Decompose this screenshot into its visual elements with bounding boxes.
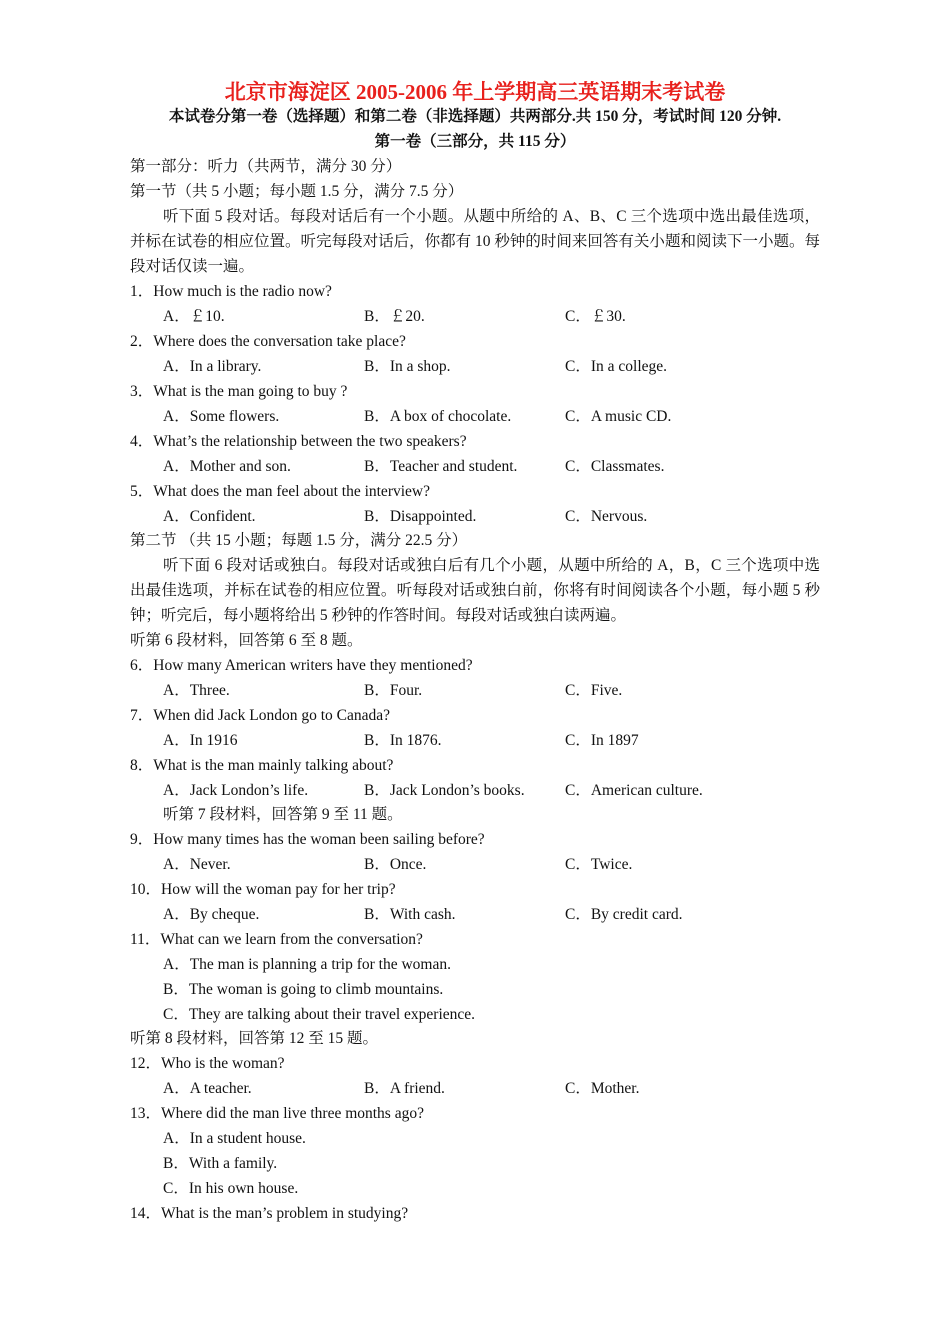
option-a: A．Mother and son. (163, 458, 291, 475)
exam-note: 本试卷分第一卷（选择题）和第二卷（非选择题）共两部分.共 150 分，考试时间 120 分钟. (168, 108, 782, 125)
option-c: C．Five. (565, 682, 623, 699)
question-stem: 4．What’s the relationship between the two speakers? (130, 433, 467, 450)
question-stem: 7．When did Jack London go to Canada? (130, 707, 390, 724)
option-c: C．By credit card. (565, 906, 683, 923)
option-b: B．The woman is going to climb mountains. (163, 981, 444, 998)
option-b: B．Disappointed. (364, 508, 477, 525)
option-b: B．In a shop. (364, 358, 451, 375)
section-instructions: 听下面 5 段对话。每段对话后有一个小题。从题中所给的 A、B、C 三个选项中选出最佳选项，并标在试卷的相应位置。听完每段对话后，你都有 10 秒钟的时间来回答有关小题和阅读下一小题。每段对话仅读一遍。 (130, 208, 820, 275)
volume-heading: 第一卷（三部分，共 115 分） (374, 133, 576, 150)
question-stem: 14．What is the man’s problem in studying? (130, 1205, 409, 1222)
option-a: A．Jack London’s life. (163, 782, 309, 799)
option-b: B．With a family. (163, 1155, 278, 1172)
option-a: A．Three. (163, 682, 230, 699)
option-b: B．Once. (364, 856, 427, 873)
option-a: A．A teacher. (163, 1080, 252, 1097)
option-b: B．In 1876. (364, 732, 442, 749)
option-c: C．￡30. (565, 308, 626, 325)
option-b: B．Jack London’s books. (364, 782, 525, 799)
option-c: C．In 1897 (565, 732, 639, 749)
question-stem: 10．How will the woman pay for her trip? (130, 881, 396, 898)
part-heading: 第一部分：听力（共两节，满分 30 分） (130, 158, 402, 175)
section-instructions: 听下面 6 段对话或独白。每段对话或独白后有几个小题，从题中所给的 A，B，C 三个选项中选出最佳选项，并标在试卷的相应位置。听每段对话或独白前，你将有时间阅读各个小题，每小题 5 秒钟；听完后，每小题将给出 5 秒钟的作答时间。每段对话或独白读两遍。 (130, 557, 820, 624)
question-stem: 11．What can we learn from the conversation? (130, 931, 423, 948)
material-note: 听第 6 段材料，回答第 6 至 8 题。 (130, 632, 363, 649)
question-stem: 12．Who is the woman? (130, 1055, 285, 1072)
option-b: B．Teacher and student. (364, 458, 518, 475)
option-c: C．In a college. (565, 358, 668, 375)
option-c: C．Twice. (565, 856, 633, 873)
material-note: 听第 8 段材料，回答第 12 至 15 题。 (130, 1030, 379, 1047)
option-a: A．In a student house. (163, 1130, 306, 1147)
option-a: A．In 1916 (163, 732, 238, 749)
page-title: 北京市海淀区 2005-2006 年上学期高三英语期末考试卷 (224, 80, 726, 104)
option-a: A．Some flowers. (163, 408, 280, 425)
question-stem: 1．How much is the radio now? (130, 283, 332, 300)
option-b: B．A friend. (364, 1080, 445, 1097)
option-c: C．American culture. (565, 782, 703, 799)
option-c: C．A music CD. (565, 408, 672, 425)
question-stem: 13．Where did the man live three months ago? (130, 1105, 424, 1122)
option-c: C．Classmates. (565, 458, 665, 475)
option-b: B．A box of chocolate. (364, 408, 512, 425)
option-a: A．Confident. (163, 508, 256, 525)
option-b: B．￡20. (364, 308, 425, 325)
question-stem: 5．What does the man feel about the interview? (130, 483, 430, 500)
question-stem: 3．What is the man going to buy ? (130, 383, 348, 400)
section-heading: 第一节（共 5 小题；每小题 1.5 分，满分 7.5 分） (130, 183, 464, 200)
option-b: B．Four. (364, 682, 423, 699)
question-stem: 9．How many times has the woman been sailing before? (130, 831, 485, 848)
option-a: A．￡10. (163, 308, 225, 325)
option-a: A．By cheque. (163, 906, 260, 923)
option-c: C．Nervous. (565, 508, 648, 525)
option-c: C．In his own house. (163, 1180, 299, 1197)
option-a: A．In a library. (163, 358, 262, 375)
option-c: C．They are talking about their travel experience. (163, 1006, 476, 1023)
question-stem: 8．What is the man mainly talking about? (130, 757, 394, 774)
question-stem: 2．Where does the conversation take place? (130, 333, 406, 350)
option-c: C．Mother. (565, 1080, 640, 1097)
option-b: B．With cash. (364, 906, 456, 923)
option-a: A．The man is planning a trip for the woman. (163, 956, 451, 973)
option-a: A．Never. (163, 856, 231, 873)
material-note: 听第 7 段材料，回答第 9 至 11 题。 (163, 806, 403, 823)
question-stem: 6．How many American writers have they mentioned? (130, 657, 473, 674)
section-heading: 第二节 （共 15 小题；每题 1.5 分，满分 22.5 分） (130, 532, 468, 549)
